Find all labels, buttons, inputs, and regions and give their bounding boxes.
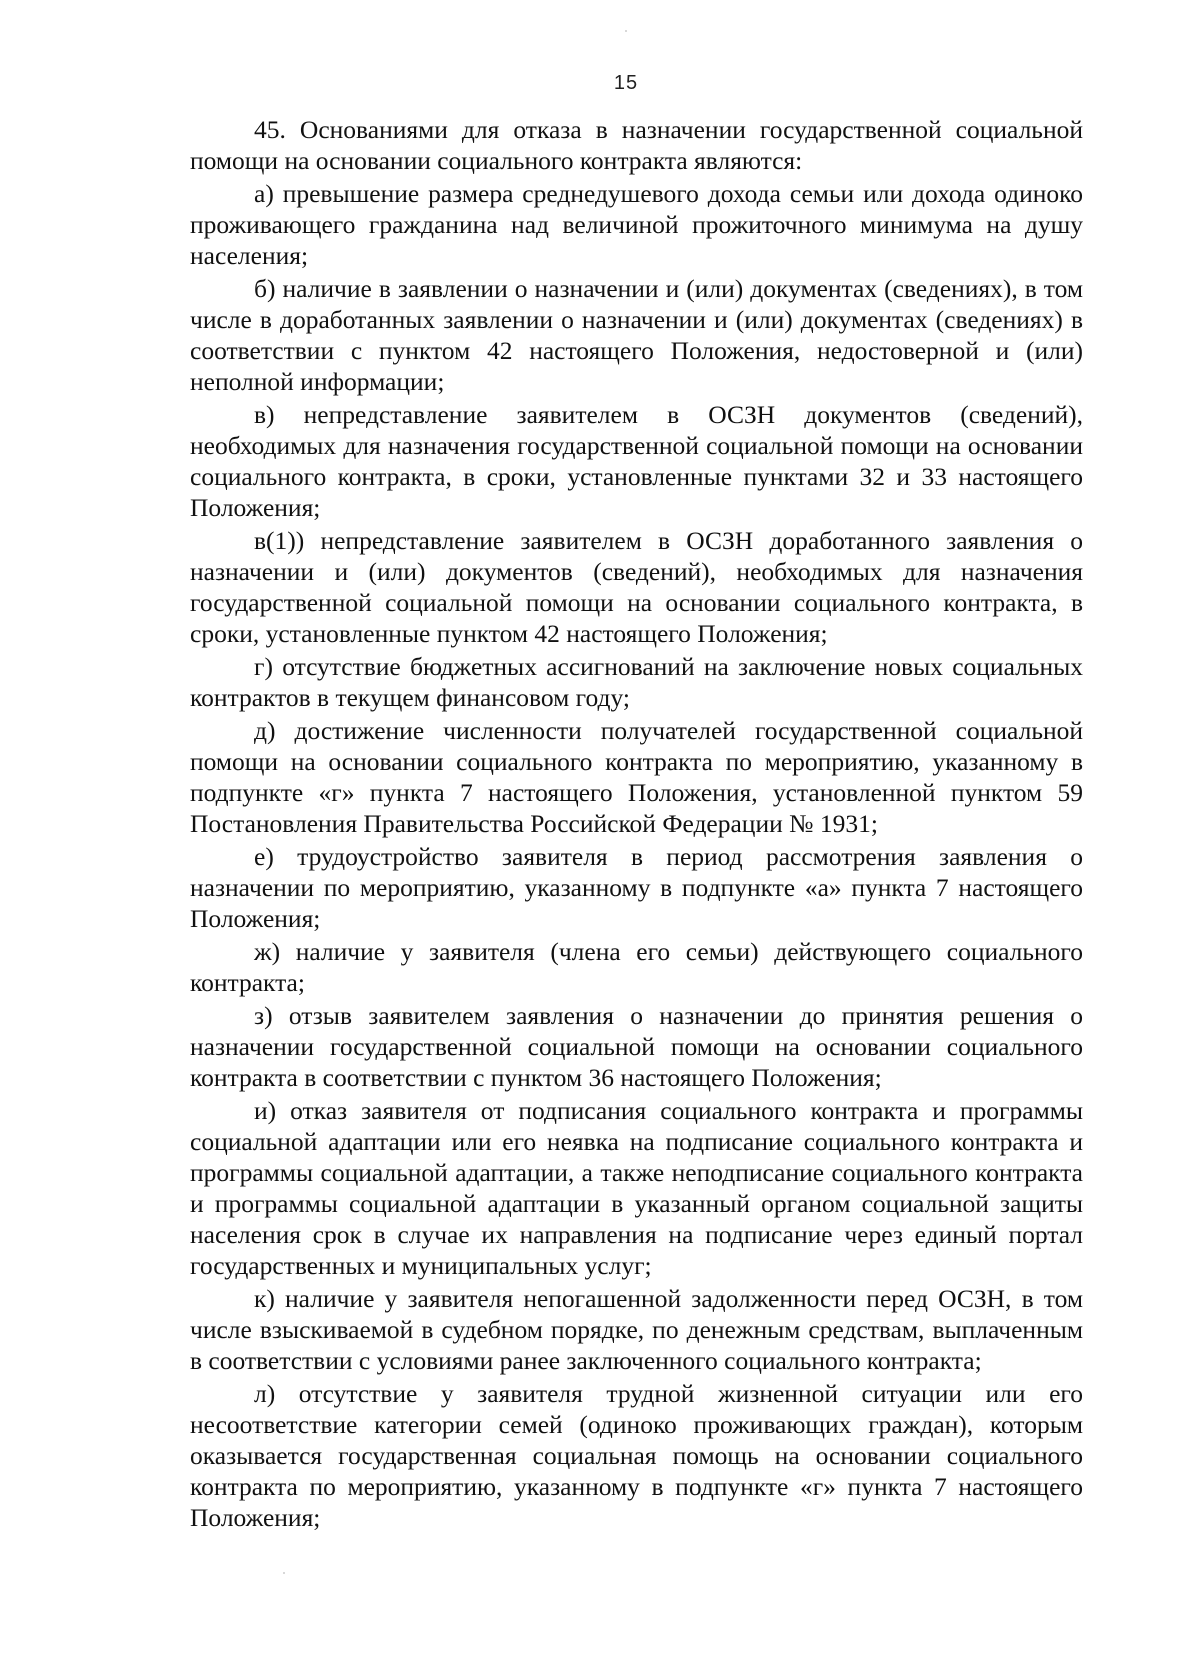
list-item: л) отсутствие у заявителя трудной жизненной ситуации или его несоответствие категории семей (одиноко проживающих граждан), которым оказывается государственная социальная помощь на основании социального контракта по мероприятию, указанному в подпункте «г» пункта 7 настоящего Положения; bbox=[190, 1379, 1083, 1532]
list-item: ж) наличие у заявителя (члена его семьи) действующего социального контракта; bbox=[190, 937, 1083, 997]
list-item: в(1)) непредставление заявителем в ОСЗН доработанного заявления о назначении и (или) документов (сведений), необходимых для назначения государственной социальной помощи на основании социального контракта, в сроки, установленные пунктом 42 настоящего Положения; bbox=[190, 526, 1083, 648]
list-item: в) непредставление заявителем в ОСЗН документов (сведений), необходимых для назначения государственной социальной помощи на основании социального контракта, в сроки, установленные пунктами 32 и 33 настоящего Положения; bbox=[190, 400, 1083, 522]
scan-speck bbox=[283, 1572, 285, 1574]
list-item: д) достижение численности получателей государственной социальной помощи на основании социального контракта по мероприятию, указанному в подпункте «г» пункта 7 настоящего Положения, установленной пунктом 59 Постановления Правительства Российской Федерации № 1931; bbox=[190, 716, 1083, 838]
document-body bbox=[190, 114, 1083, 1535]
list-item: а) превышение размера среднедушевого дохода семьи или дохода одиноко проживающего гражданина над величиной прожиточного минимума на душу населения; bbox=[190, 179, 1083, 270]
list-item: з) отзыв заявителем заявления о назначении до принятия решения о назначении государственной социальной помощи на основании социального контракта в соответствии с пунктом 36 настоящего Положения; bbox=[190, 1001, 1083, 1092]
list-item: е) трудоустройство заявителя в период рассмотрения заявления о назначении по мероприятию, указанному в подпункте «а» пункта 7 настоящего Положения; bbox=[190, 842, 1083, 933]
page-number: 15 bbox=[613, 72, 639, 94]
list-item: б) наличие в заявлении о назначении и (или) документах (сведениях), в том числе в доработанных заявлении о назначении и (или) документах (сведениях) в соответствии с пунктом 42 настоящего Положения, недостоверной и (или) неполной информации; bbox=[190, 274, 1083, 396]
list-item: г) отсутствие бюджетных ассигнований на заключение новых социальных контрактов в текущем финансовом году; bbox=[190, 652, 1083, 712]
list-item: и) отказ заявителя от подписания социального контракта и программы социальной адаптации или его неявка на подписание социального контракта и программы социальной адаптации, а также неподписание социального контракта и программы социальной адаптации в указанный органом социальной защиты населения срок в случае их направления на подписание через единый портал государственных и муниципальных услуг; bbox=[190, 1096, 1083, 1280]
list-item: к) наличие у заявителя непогашенной задолженности перед ОСЗН, в том числе взыскиваемой в судебном порядке, по денежным средствам, выплаченным в соответствии с условиями ранее заключенного социального контракта; bbox=[190, 1284, 1083, 1375]
scan-speck bbox=[625, 30, 627, 32]
section-intro: 45. Основаниями для отказа в назначении государственной социальной помощи на основании социального контракта являются: bbox=[190, 115, 1083, 175]
